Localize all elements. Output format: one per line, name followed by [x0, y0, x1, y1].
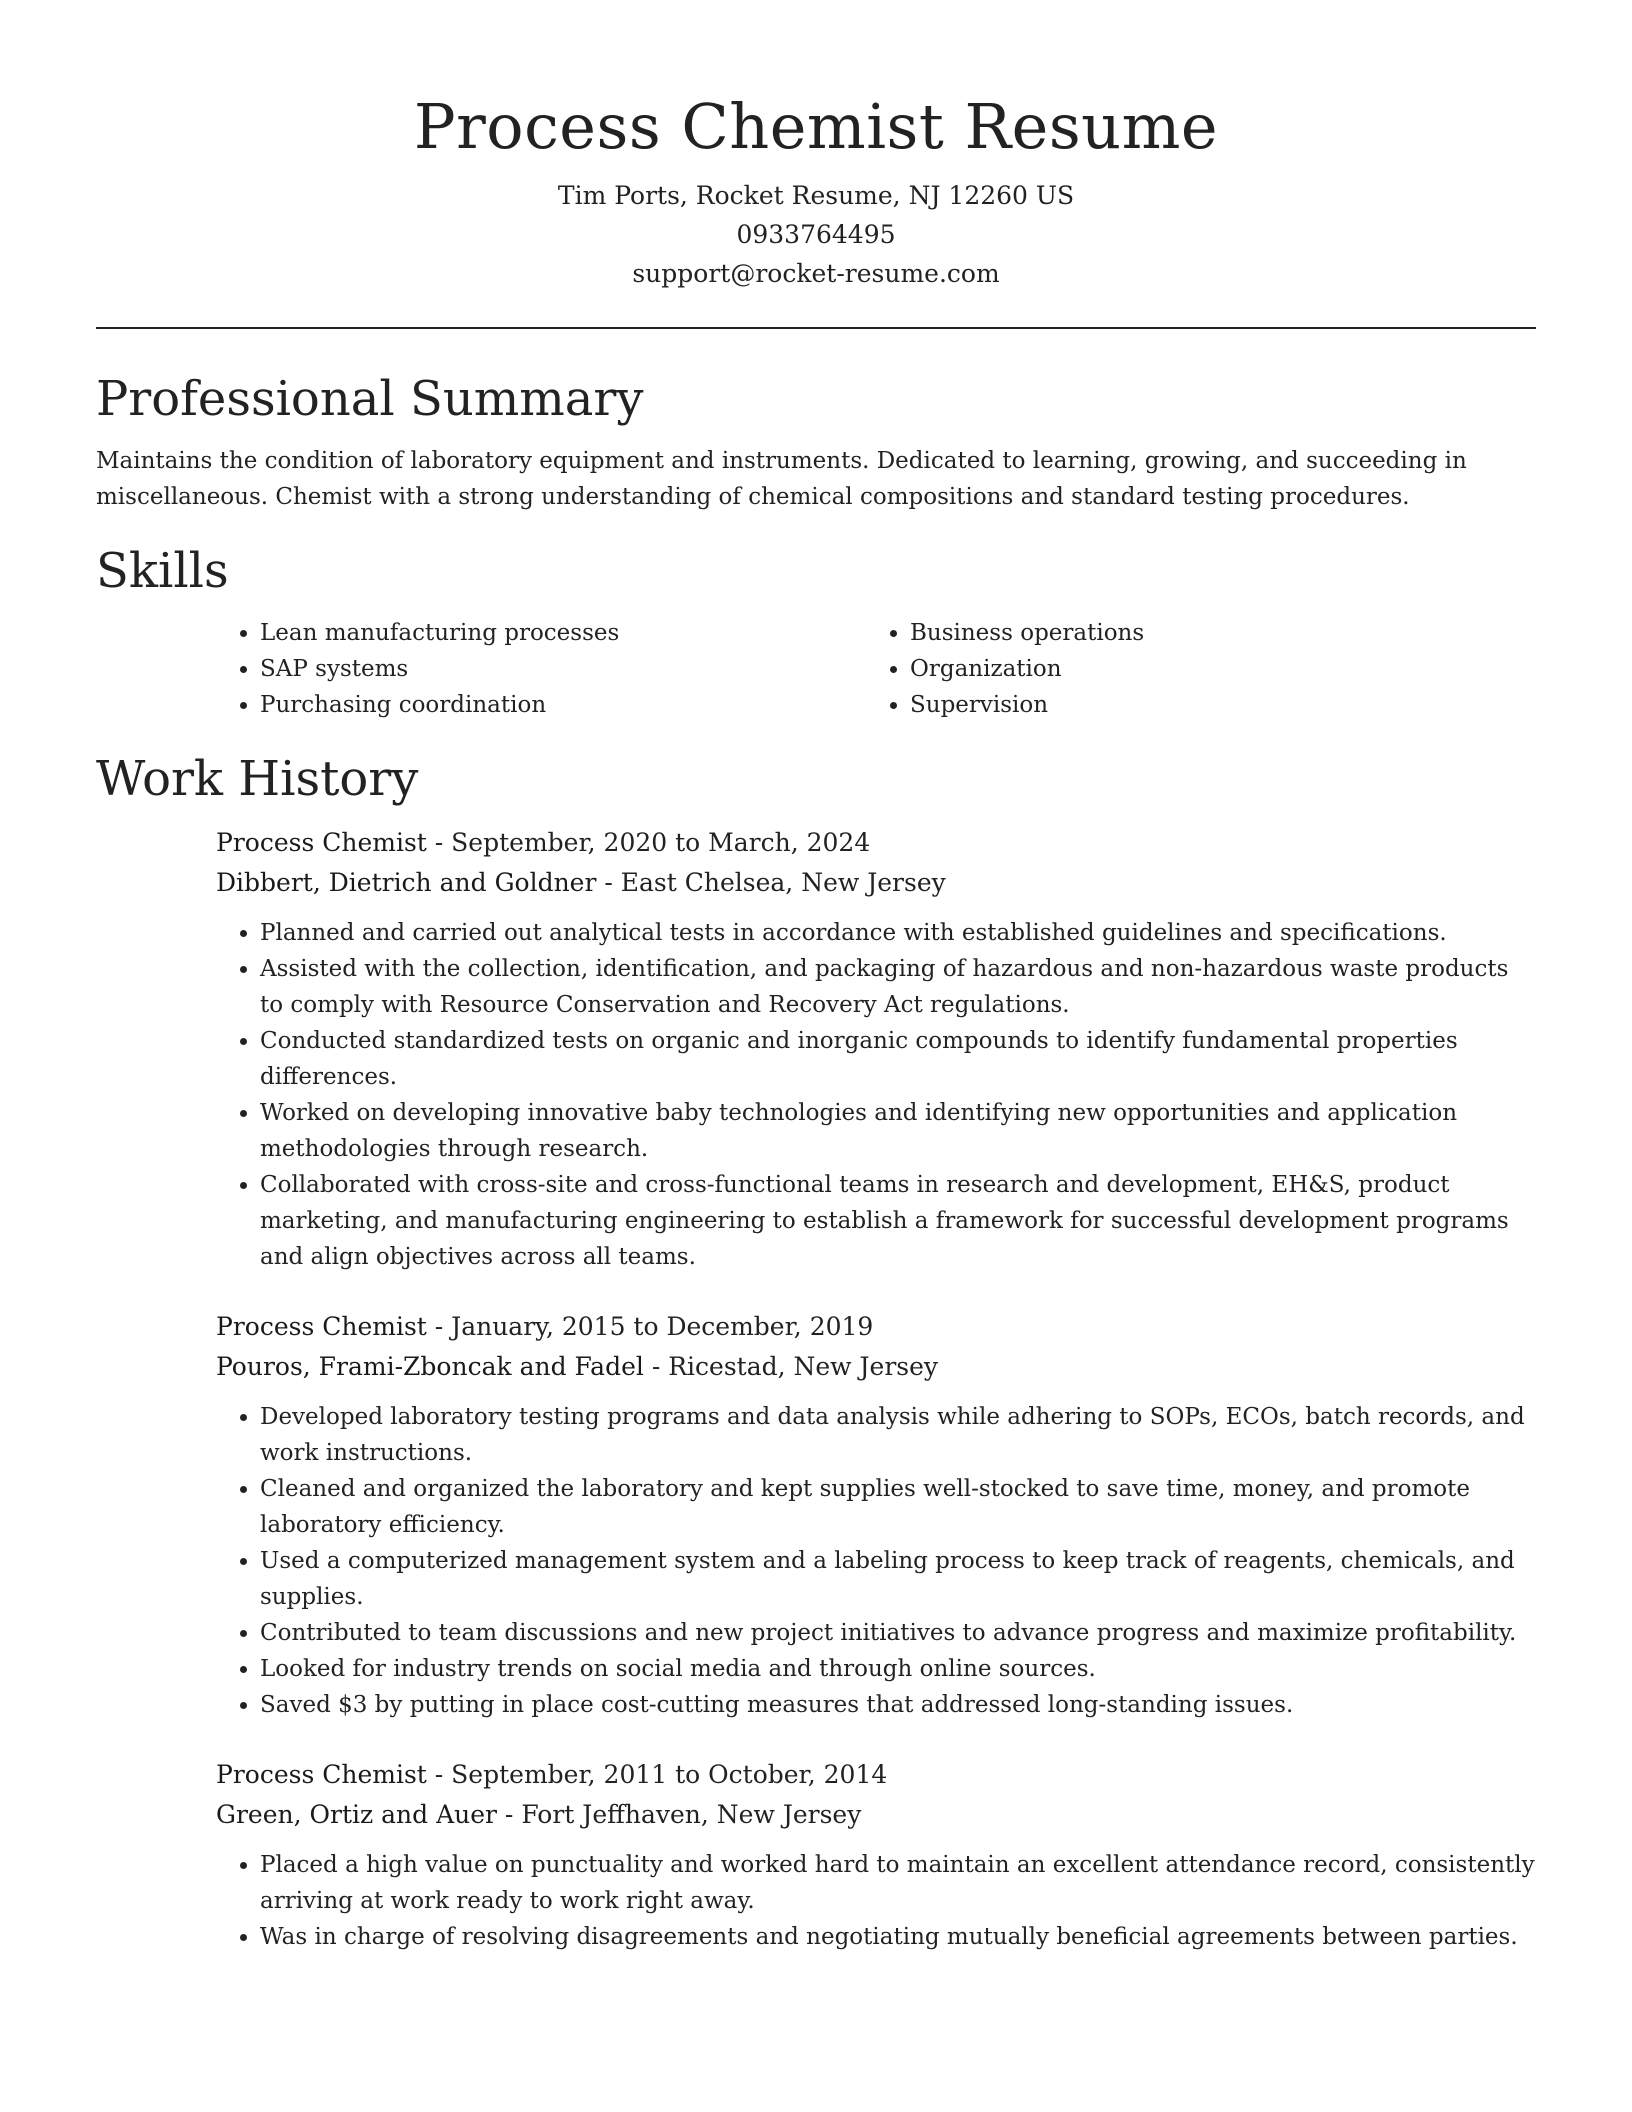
job-entry: [216, 1307, 1536, 1723]
contact-phone: 0933764495: [736, 220, 896, 249]
skill-item: • SAP systems: [260, 651, 866, 687]
job-bullet: • Was in charge of resolving disagreements and negotiating mutually beneficial agreements between parties.: [260, 1919, 1536, 1955]
job-location: Ricestad, New Jersey: [668, 1352, 939, 1381]
job-title-line: Process Chemist - January, 2015 to December, 2019: [216, 1312, 874, 1341]
summary-heading: Professional Summary: [96, 371, 644, 427]
summary-section: [96, 367, 1536, 515]
work-history-section: [96, 747, 1536, 1955]
job-company-line: Green, Ortiz and Auer - Fort Jeffhaven, New Jersey: [216, 1800, 862, 1829]
job-bullet: • Assisted with the collection, identification, and packaging of hazardous and non-hazardous waste products to comply with Resource Conservation and Recovery Act regulations.: [260, 951, 1536, 1023]
job-bullet: • Collaborated with cross-site and cross-functional teams in research and development, EH&S, product marketing, and manufacturing engineering to establish a framework for successful development programs and align objectives across all teams.: [260, 1167, 1536, 1275]
resume-page: [96, 0, 1536, 1955]
skills-list: [216, 615, 1536, 723]
resume-title: Process Chemist Resume: [413, 90, 1219, 163]
skill-item: • Organization: [910, 651, 1516, 687]
job-title: Process Chemist: [216, 1760, 427, 1789]
job-dates: September, 2020 to March, 2024: [451, 828, 871, 857]
job-bullets: [216, 915, 1536, 1275]
job-entry: [216, 823, 1536, 1275]
job-entry: [216, 1755, 1536, 1955]
skill-item: • Lean manufacturing processes: [260, 615, 866, 651]
job-title-line: Process Chemist - September, 2011 to October, 2014: [216, 1760, 888, 1789]
job-company-line: Pouros, Frami-Zboncak and Fadel - Ricestad, New Jersey: [216, 1352, 939, 1381]
job-bullets: [216, 1399, 1536, 1723]
job-dates: January, 2015 to December, 2019: [451, 1312, 874, 1341]
job-location: East Chelsea, New Jersey: [620, 868, 946, 897]
job-bullet: • Planned and carried out analytical tests in accordance with established guidelines and specifications.: [260, 915, 1536, 951]
job-bullet: • Developed laboratory testing programs and data analysis while adhering to SOPs, ECOs, batch records, and work instructions.: [260, 1399, 1536, 1471]
skills-column-left: [216, 615, 866, 723]
skills-heading: Skills: [96, 543, 229, 599]
contact-address: Tim Ports, Rocket Resume, NJ 12260 US: [557, 181, 1075, 210]
job-bullet: • Worked on developing innovative baby technologies and identifying new opportunities and application methodologies through research.: [260, 1095, 1536, 1167]
skill-item: • Purchasing coordination: [260, 687, 866, 723]
job-bullet: • Conducted standardized tests on organic and inorganic compounds to identify fundamental properties differences.: [260, 1023, 1536, 1095]
job-dates: September, 2011 to October, 2014: [451, 1760, 888, 1789]
job-title-line: Process Chemist - September, 2020 to March, 2024: [216, 828, 871, 857]
job-company: Pouros, Frami-Zboncak and Fadel: [216, 1352, 644, 1381]
contact-info: [96, 176, 1536, 293]
job-bullet: • Looked for industry trends on social media and through online sources.: [260, 1651, 1536, 1687]
skill-item: • Supervision: [910, 687, 1516, 723]
summary-text: Maintains the condition of laboratory equipment and instruments. Dedicated to learning, growing, and succeeding in miscellaneous. Chemist with a strong understanding of chemical compositions and standard testing procedures.: [96, 448, 1467, 510]
job-location: Fort Jeffhaven, New Jersey: [521, 1800, 862, 1829]
header-divider: [96, 327, 1536, 329]
job-bullets: [216, 1847, 1536, 1955]
contact-email: support@rocket-resume.com: [632, 259, 1000, 288]
work-history-heading: Work History: [96, 751, 419, 807]
job-title: Process Chemist: [216, 828, 427, 857]
skill-item: • Business operations: [910, 615, 1516, 651]
job-company: Dibbert, Dietrich and Goldner: [216, 868, 597, 897]
job-title: Process Chemist: [216, 1312, 427, 1341]
job-bullet: • Saved $3 by putting in place cost-cutting measures that addressed long-standing issues.: [260, 1687, 1536, 1723]
skills-section: [96, 539, 1536, 723]
resume-header: [96, 0, 1536, 293]
job-bullet: • Contributed to team discussions and new project initiatives to advance progress and maximize profitability.: [260, 1615, 1536, 1651]
job-company-line: Dibbert, Dietrich and Goldner - East Chelsea, New Jersey: [216, 868, 946, 897]
job-bullet: • Used a computerized management system and a labeling process to keep track of reagents, chemicals, and supplies.: [260, 1543, 1536, 1615]
job-bullet: • Placed a high value on punctuality and worked hard to maintain an excellent attendance record, consistently arriving at work ready to work right away.: [260, 1847, 1536, 1919]
job-bullet: • Cleaned and organized the laboratory and kept supplies well-stocked to save time, money, and promote laboratory efficiency.: [260, 1471, 1536, 1543]
job-company: Green, Ortiz and Auer: [216, 1800, 497, 1829]
skills-column-right: [866, 615, 1516, 723]
